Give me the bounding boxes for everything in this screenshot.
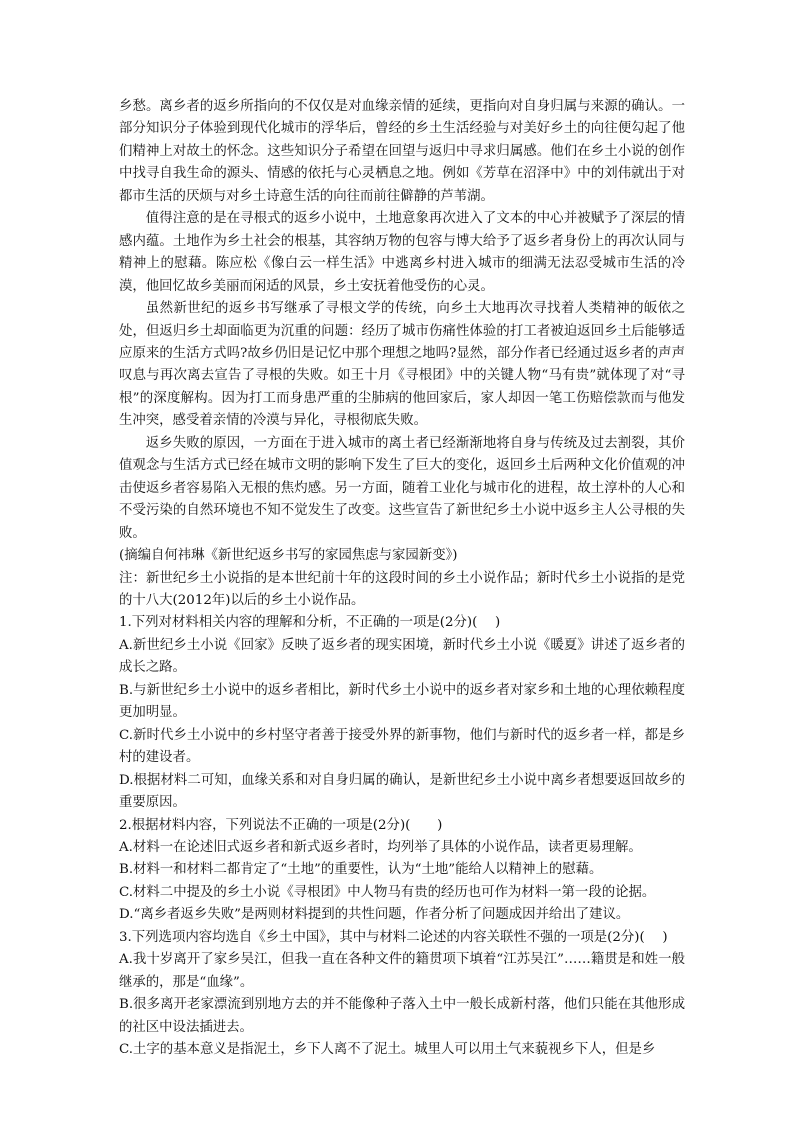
question-2-option-c: C.材料二中提及的乡土小说《寻根团》中人物马有贵的经历也可作为材料一第一段的论据。 <box>119 884 656 900</box>
document-body <box>119 96 685 1061</box>
paragraph: 虽然新世纪的返乡书写继承了寻根文学的传统，向乡土大地再次寻找着人类精神的皈依之处，但返归乡土却面临更为沉重的问题：经历了城市伤痛性体验的打工者被迫返回乡土后能够适应原来的生活方式吗?故乡仍旧是记忆中那个理想之地吗?显然，部分作者已经通过返乡者的声声叹息与再次离去宣告了寻根的失败。如王十月《寻根团》中的关键人物“马有贵”就体现了对“寻根”的深度解构。因为打工而身患严重的尘肺病的他回家后，家人却因一笔工伤赔偿款而与他发生冲突，感受着亲情的冷漠与异化，寻根彻底失败。 <box>119 301 685 429</box>
question-2-option-a: A.材料一在论述旧式返乡者和新式返乡者时，均列举了具体的小说作品，读者更易理解。 <box>119 839 642 855</box>
question-2: 2.根据材料内容，下列说法不正确的一项是(2分)( ) <box>119 817 443 833</box>
question-1-option-c: C.新时代乡土小说中的乡村坚守者善于接受外界的新事物，他们与新时代的返乡者一样，都是乡村的建设者。 <box>119 727 685 766</box>
question-3-option-b: B.很多离开老家漂流到别地方去的并不能像种子落入土中一般长成新村落，他们只能在其他形成的社区中设法插进去。 <box>119 997 685 1035</box>
question-2-option-d: D.“离乡者返乡失败”是两则材料提到的共性问题，作者分析了问题成因并给出了建议。 <box>119 907 630 923</box>
question-1-option-b: B.与新世纪乡土小说中的返乡者相比，新时代乡土小说中的返乡者对家乡和土地的心理依赖程度更加明显。 <box>119 682 685 721</box>
question-1-option-a: A.新世纪乡土小说《回家》反映了返乡者的现实困境，新时代乡土小说《暖夏》讲述了返乡者的成长之路。 <box>119 637 685 676</box>
note: 注：新世纪乡土小说指的是本世纪前十年的这段时间的乡土小说作品；新时代乡土小说指的是党的十八大(2012年)以后的乡土小说作品。 <box>119 570 685 608</box>
paragraph: 返乡失败的原因，一方面在于进入城市的离土者已经渐渐地将自身与传统及过去割裂，其价值观念与生活方式已经在城市文明的影响下发生了巨大的变化，返回乡土后两种文化价值观的冲击使返乡者容易陷入无根的焦灼感。另一方面，随着工业化与城市化的进程，故土淳朴的人心和不受污染的自然环境也不知不觉发生了改变。这些宣告了新世纪乡土小说中返乡主人公寻根的失败。 <box>119 435 685 541</box>
paragraph: 乡愁。离乡者的返乡所指向的不仅仅是对血缘亲情的延续，更指向对自身归属与来源的确认。一部分知识分子体验到现代化城市的浮华后，曾经的乡土生活经验与对美好乡土的向往便勾起了他们精神上对故土的怀念。这些知识分子希望在回望与返归中寻求归属感。他们在乡土小说的创作中找寻自我生命的源头、情感的依托与心灵栖息之地。例如《芳草在沼泽中》中的刘伟就出于对都市生活的厌烦与对乡土诗意生活的向往而前往僻静的芦苇湖。 <box>119 99 685 204</box>
question-3-option-a: A.我十岁离开了家乡吴江，但我一直在各种文件的籍贯项下填着“江苏吴江”……籍贯是和姓一般继承的，那是“血缘”。 <box>119 952 685 990</box>
source-citation: (摘编自何祎琳《新世纪返乡书写的家园焦虑与家园新变》) <box>119 548 458 564</box>
question-3: 3.下列选项内容均选自《乡土中国》，其中与材料二论述的内容关联性不强的一项是(2分)( ) <box>119 929 668 945</box>
question-2-option-b: B.材料一和材料二都肯定了“土地”的重要性，认为“土地”能给人以精神上的慰藉。 <box>119 862 603 878</box>
paragraph: 值得注意的是在寻根式的返乡小说中，土地意象再次进入了文本的中心并被赋予了深层的情感内蕴。土地作为乡土社会的根基，其容纳万物的包容与博大给予了返乡者身份上的再次认同与精神上的慰藉。陈应松《像白云一样生活》中逃离乡村进入城市的细满无法忍受城市生活的冷漠，他回忆故乡美丽而闲适的风景，乡土安抚着他受伤的心灵。 <box>119 211 685 294</box>
question-1-option-d: D.根据材料二可知，血缘关系和对自身归属的确认，是新世纪乡土小说中离乡者想要返回故乡的重要原因。 <box>119 772 685 811</box>
question-1: 1.下列对材料相关内容的理解和分析，不正确的一项是(2分)( ) <box>119 615 501 631</box>
question-3-option-c: C.土字的基本意义是指泥土，乡下人离不了泥土。城里人可以用土气来藐视乡下人，但是乡 <box>119 1042 656 1058</box>
